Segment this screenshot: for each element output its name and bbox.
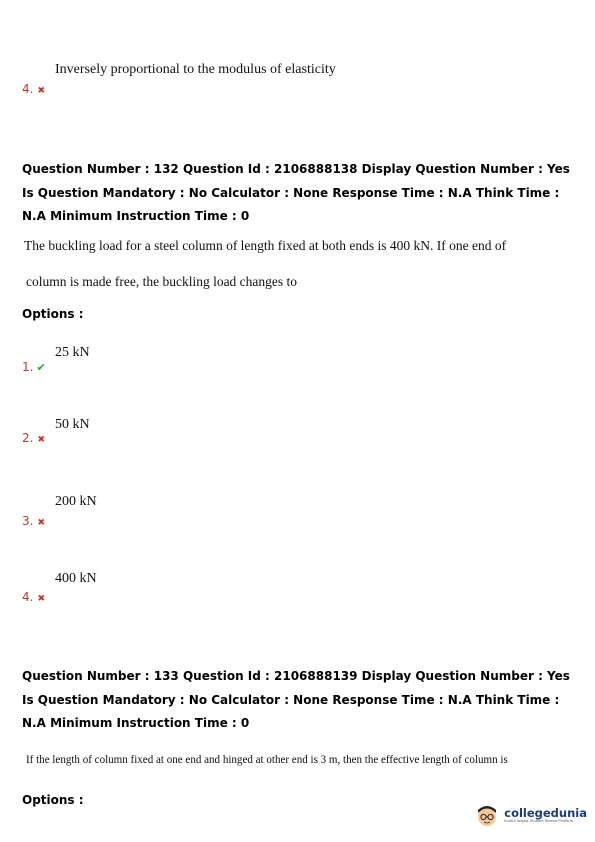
option-number: 4. [22, 590, 34, 604]
cross-icon: ✖ [37, 518, 45, 528]
logo-tagline: India's largest Student Review Platform [504, 819, 574, 823]
question-133-text: If the length of column fixed at one end and hinged at other end is 3 m, then the effective length of column is [26, 752, 508, 766]
q132-option-2-text: 50 kN [55, 417, 90, 432]
option-number: 2. [22, 431, 34, 445]
q132-option-4-text: 400 kN [55, 571, 97, 586]
question-132-header: Question Number : 132 Question Id : 2106888138 Display Question Number : Yes Is Question Mandatory : No Calculator : None Response Time : N.A Think Time : N.A Minimum Instruction Time : 0 [22, 162, 570, 223]
cross-icon: ✖ [37, 435, 45, 445]
question-133-options-label: Options : [22, 793, 84, 807]
cross-icon: ✖ [37, 86, 45, 96]
option-number: 1. [22, 360, 34, 374]
question-133-header: Question Number : 133 Question Id : 2106888139 Display Question Number : Yes Is Question Mandatory : No Calculator : None Response Time : N.A Think Time : N.A Minimum Instruction Time : 0 [22, 669, 570, 730]
checkmark-icon: ✔ [36, 361, 46, 374]
mascot-icon [474, 802, 500, 828]
option-number: 3. [22, 514, 34, 528]
q132-option-1[interactable] [22, 360, 46, 374]
q132-option-4[interactable] [22, 590, 45, 604]
cross-icon: ✖ [37, 594, 45, 604]
collegedunia-logo [474, 802, 587, 828]
option-number: 4. [22, 82, 34, 96]
logo-name: collegedunia [504, 806, 587, 820]
q132-option-1-text: 25 kN [55, 345, 90, 360]
q132-option-3-text: 200 kN [55, 494, 97, 509]
prev-option-4-text: Inversely proportional to the modulus of elasticity [55, 62, 336, 77]
question-132-text-line2: column is made free, the buckling load changes to [26, 274, 298, 289]
q132-option-3[interactable] [22, 514, 45, 528]
question-132-options-label: Options : [22, 307, 84, 321]
prev-option-4-number [22, 82, 45, 96]
q132-option-2[interactable] [22, 431, 45, 445]
question-132-text-line1: The buckling load for a steel column of length fixed at both ends is 400 kN. If one end of [24, 238, 507, 253]
